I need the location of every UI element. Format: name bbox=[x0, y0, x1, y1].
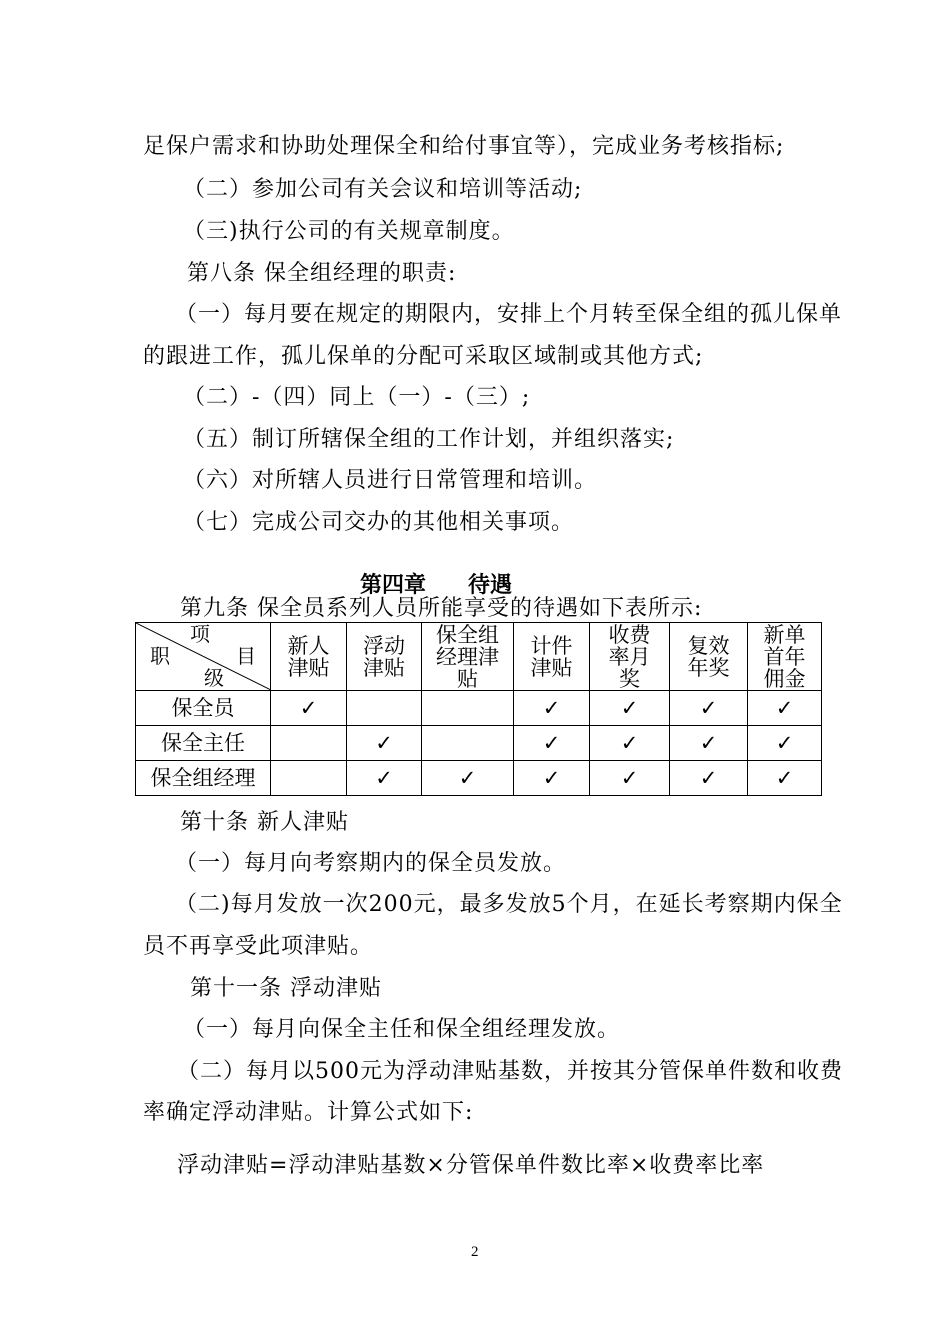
row-label: 保全主任 bbox=[136, 726, 271, 761]
paragraph-line: （七）完成公司交办的其他相关事项。 bbox=[183, 510, 575, 535]
check-cell bbox=[271, 726, 347, 761]
article-title: 第八条 保全组经理的职责: bbox=[187, 261, 457, 286]
paragraph-line: （六）对所辖人员进行日常管理和培训。 bbox=[183, 468, 598, 493]
chapter-number: 第四章 bbox=[360, 572, 427, 598]
row-label: 保全员 bbox=[136, 691, 271, 726]
check-cell: ✓ bbox=[670, 761, 748, 796]
check-cell: ✓ bbox=[347, 726, 422, 761]
diagonal-header-cell bbox=[136, 623, 271, 691]
paragraph-line: 足保户需求和协助处理保全和给付事宜等），完成业务考核指标; bbox=[143, 134, 785, 159]
corner-label-level: 级 bbox=[204, 666, 224, 690]
paragraph-line: （一）每月向保全主任和保全组经理发放。 bbox=[183, 1017, 621, 1042]
check-cell: ✓ bbox=[590, 761, 670, 796]
check-cell bbox=[422, 726, 514, 761]
column-header: 浮动津贴 bbox=[347, 623, 422, 691]
table-row bbox=[136, 761, 822, 796]
row-label: 保全组经理 bbox=[136, 761, 271, 796]
chapter-title: 待遇 bbox=[468, 572, 513, 598]
check-cell: ✓ bbox=[748, 691, 822, 726]
paragraph-line: 的跟进工作，孤儿保单的分配可采取区域制或其他方式; bbox=[143, 344, 704, 369]
check-cell: ✓ bbox=[347, 761, 422, 796]
check-cell bbox=[347, 691, 422, 726]
corner-label-position: 职 bbox=[150, 644, 170, 668]
benefits-table bbox=[135, 622, 822, 796]
check-cell: ✓ bbox=[590, 726, 670, 761]
table-row bbox=[136, 691, 822, 726]
table-header-row bbox=[136, 623, 822, 691]
check-cell bbox=[422, 691, 514, 726]
page-number: 2 bbox=[471, 1244, 479, 1260]
paragraph-line: （二)每月发放一次200元，最多发放5个月，在延长考察期内保全 bbox=[175, 892, 843, 917]
check-cell: ✓ bbox=[514, 726, 590, 761]
column-header: 新单首年佣金 bbox=[748, 623, 822, 691]
paragraph-line: （一）每月要在规定的期限内，安排上个月转至保全组的孤儿保单 bbox=[175, 302, 843, 327]
paragraph-line: （二）参加公司有关会议和培训等活动; bbox=[183, 177, 583, 202]
paragraph-line: 员不再享受此项津贴。 bbox=[143, 934, 374, 959]
article-title: 第十条 新人津贴 bbox=[180, 810, 349, 835]
table-row bbox=[136, 726, 822, 761]
check-cell: ✓ bbox=[422, 761, 514, 796]
paragraph-line: （五）制订所辖保全组的工作计划，并组织落实; bbox=[183, 427, 675, 452]
column-header: 保全组经理津贴 bbox=[422, 623, 514, 691]
paragraph-line: （二）每月以500元为浮动津贴基数，并按其分管保单件数和收费 bbox=[177, 1059, 843, 1084]
column-header: 新人津贴 bbox=[271, 623, 347, 691]
check-cell: ✓ bbox=[590, 691, 670, 726]
check-cell: ✓ bbox=[670, 691, 748, 726]
article-title: 第十一条 浮动津贴 bbox=[190, 976, 382, 1001]
paragraph-line: 率确定浮动津贴。计算公式如下: bbox=[143, 1100, 474, 1125]
check-cell: ✓ bbox=[748, 761, 822, 796]
check-cell: ✓ bbox=[514, 761, 590, 796]
check-cell: ✓ bbox=[670, 726, 748, 761]
corner-label-category: 目 bbox=[236, 644, 256, 668]
check-cell: ✓ bbox=[748, 726, 822, 761]
paragraph-line: （二）-（四）同上（一）-（三）; bbox=[183, 385, 531, 410]
check-cell: ✓ bbox=[271, 691, 347, 726]
paragraph-line: （一）每月向考察期内的保全员发放。 bbox=[175, 851, 567, 876]
column-header: 计件津贴 bbox=[514, 623, 590, 691]
column-header: 复效年奖 bbox=[670, 623, 748, 691]
corner-label-item: 项 bbox=[190, 622, 210, 646]
formula-line: 浮动津贴=浮动津贴基数×分管保单件数比率×收费率比率 bbox=[177, 1153, 765, 1178]
column-header: 收费率月奖 bbox=[590, 623, 670, 691]
article-intro: 第九条 保全员系列人员所能享受的待遇如下表所示: bbox=[180, 596, 703, 621]
paragraph-line: （三)执行公司的有关规章制度。 bbox=[183, 219, 515, 244]
check-cell bbox=[271, 761, 347, 796]
check-cell: ✓ bbox=[514, 691, 590, 726]
